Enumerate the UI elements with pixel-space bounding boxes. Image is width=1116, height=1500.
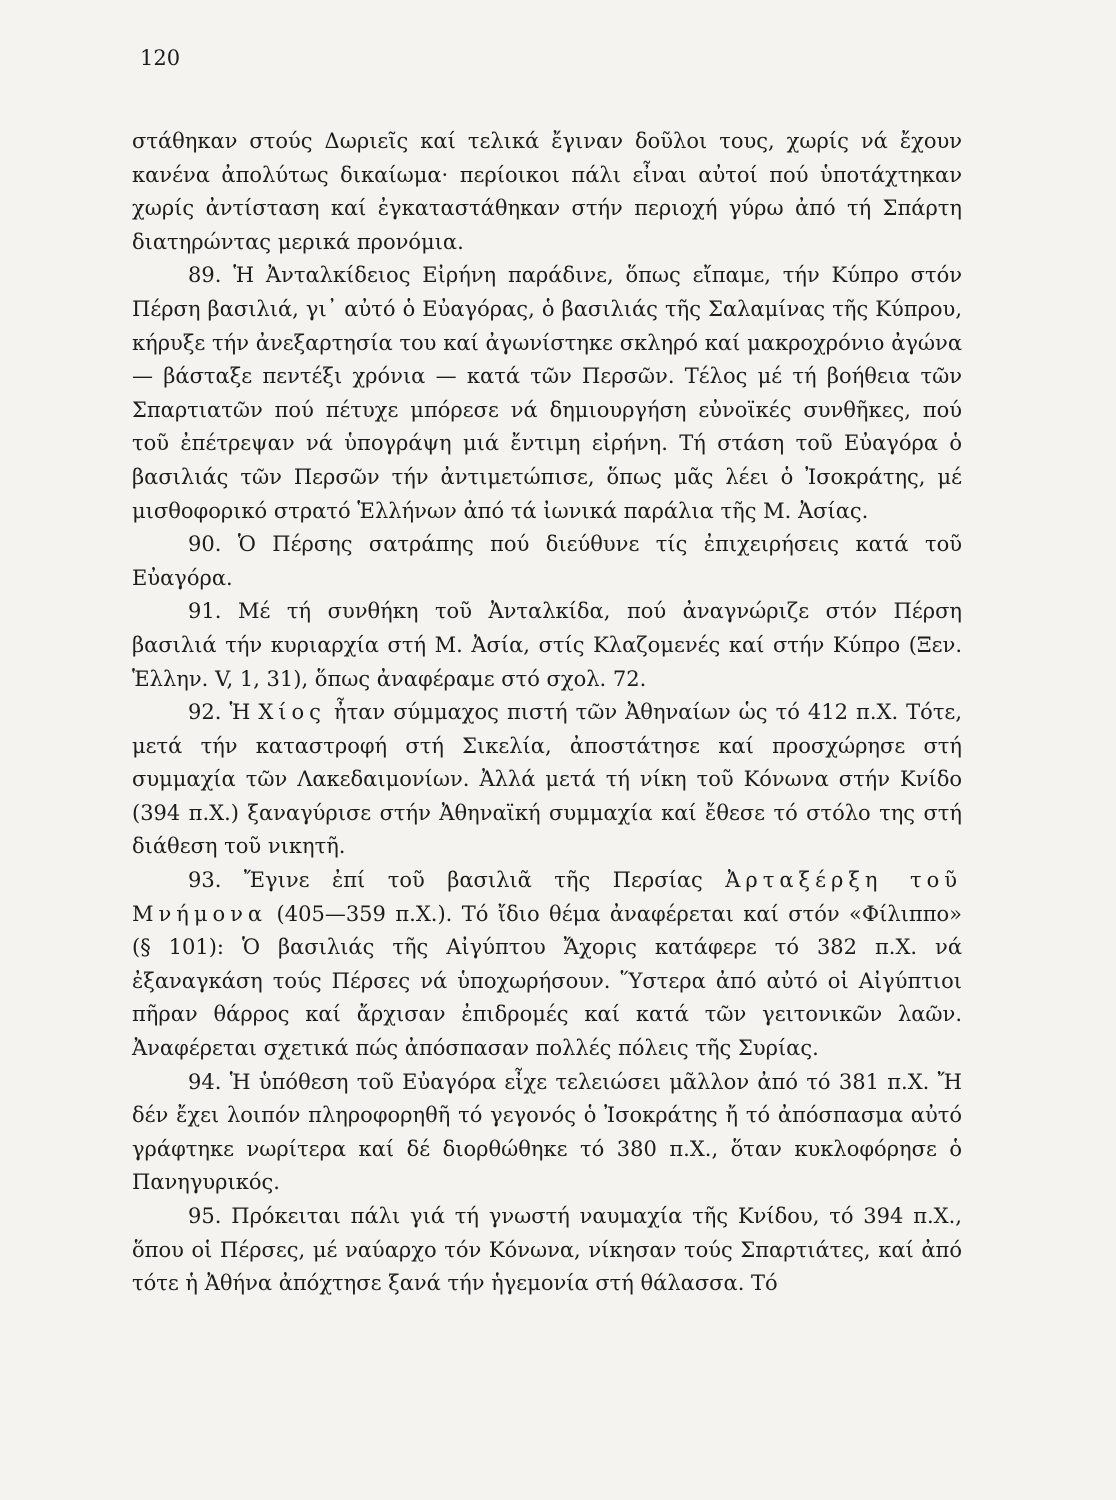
note-number: 95.: [188, 1204, 222, 1228]
note-number: 92.: [188, 700, 222, 725]
note-text-prefix: Ἡ: [229, 700, 259, 725]
note-93: [132, 864, 962, 1066]
note-90: [132, 528, 962, 595]
note-number: 91.: [188, 599, 222, 624]
note-text: Πρόκειται πάλι γιά τή γνωστή ναυμαχία τῆς Κνίδου, τό 394 π.Χ., ὅπου οἱ Πέρσες, μέ ναύαρχο τόν Κόνωνα, νίκησαν τούς Σπαρτιάτες, καί ἀπό τότε ἡ Ἀθήνα ἀπόχτησε ξανά τήν ἡγεμονία στή θάλασσα. Τό: [132, 1204, 962, 1296]
spaced-name: Ἀρταξέρξη τοῦ Μνήμονα: [132, 868, 962, 926]
note-text: Ὁ Πέρσης σατράπης πού διεύθυνε τίς ἐπιχειρήσεις κατά τοῦ Εὐαγόρα.: [132, 532, 962, 590]
note-number: 90.: [188, 532, 222, 557]
note-text: Μέ τή συνθήκη τοῦ Ἀνταλκίδα, πού ἀναγνώριζε στόν Πέρση βασιλιά τήν κυριαρχία στή Μ. Ἀσία, στίς Κλαζομενές καί στήν Κύπρο (Ξεν. Ἑλλην. V, 1, 31), ὅπως ἀναφέραμε στό σχολ. 72.: [132, 599, 962, 691]
note-text: (405—359 π.Χ.). Τό ἴδιο θέμα ἀναφέρεται καί στόν «Φίλιππο» (§ 101): Ὁ βασιλιάς τῆς Αἰγύπτου Ἄχορις κατάφερε τό 382 π.Χ. νά ἐξαναγκάση τούς Πέρσες νά ὑποχωρήσουν. Ὕστερα ἀπό αὐτό οἱ Αἰγύπτιοι πῆραν θάρρος καί ἄρχισαν ἐπιδρομές καί κατά τῶν γειτονικῶν λαῶν. Ἀναφέρεται σχετικά πώς ἀπόσπασαν πολλές πόλεις τῆς Συρίας.: [132, 901, 962, 1061]
note-92: [132, 696, 962, 864]
spaced-name: Χίος: [258, 700, 326, 725]
note-text: ἦταν σύμμαχος πιστή τῶν Ἀθηναίων ὡς τό 412 π.Χ. Τότε, μετά τήν καταστροφή στή Σικελία, ἀποστάτησε καί προσχώρησε στή συμμαχία τῶν Λακεδαιμονίων. Ἀλλά μετά τή νίκη τοῦ Κόνωνα στήν Κνίδο (394 π.Χ.) ξαναγύρισε στήν Ἀθηναϊκή συμμαχία καί ἔθεσε τό στόλο της στή διάθεση τοῦ νικητῆ.: [132, 700, 962, 859]
note-number: 94.: [188, 1069, 222, 1094]
note-94: [132, 1066, 962, 1200]
note-text: Ἡ Ἀνταλκίδειος Εἰρήνη παράδινε, ὅπως εἴπαμε, τήν Κύπρο στόν Πέρση βασιλιά, γι᾿ αὐτό ὁ Εὐαγόρας, ὁ βασιλιάς τῆς Σαλαμίνας τῆς Κύπρου, κήρυξε τήν ἀνεξαρτησία του καί ἀγωνίστηκε σκληρό καί μακροχρόνιο ἀγώνα — βάσταξε πεντέξι χρόνια — κατά τῶν Περσῶν. Τέλος μέ τή βοήθεια τῶν Σπαρτιατῶν πού πέτυχε μπόρεσε νά δημιουργήση εὐνοϊκές συνθῆκες, πού τοῦ ἐπέτρεψαν νά ὑπογράψη μιά ἔντιμη εἰρήνη. Τή στάση τοῦ Εὐαγόρα ὁ βασιλιάς τῶν Περσῶν τήν ἀντιμετώπισε, ὅπως μᾶς λέει ὁ Ἰσοκράτης, μέ μισθοφορικό στρατό Ἑλλήνων ἀπό τά ἰωνικά παράλια τῆς Μ. Ἀσίας.: [132, 263, 962, 523]
note-text-prefix: Ἔγινε ἐπί τοῦ βασιλιᾶ τῆς Περσίας: [243, 868, 726, 893]
paragraph-text: στάθηκαν στούς Δωριεῖς καί τελικά ἔγιναν δοῦλοι τους, χωρίς νά ἔχουν κανένα ἀπολύτως δικαίωμα· περίοικοι πάλι εἶναι αὐτοί πού ὑποτάχτηκαν χωρίς ἀντίσταση καί ἐγκαταστάθηκαν στήν περιοχή γύρω ἀπό τή Σπάρτη διατηρώντας μερικά προνόμια.: [132, 129, 962, 254]
text-block: [132, 125, 962, 1301]
note-number: 93.: [188, 868, 222, 893]
note-95: [132, 1200, 962, 1301]
note-91: [132, 595, 962, 696]
paragraph-continuation: [132, 125, 962, 259]
page-number: 120: [140, 46, 181, 70]
note-89: [132, 259, 962, 528]
note-text: Ἡ ὑπόθεση τοῦ Εὐαγόρα εἶχε τελειώσει μᾶλλον ἀπό τό 381 π.Χ. Ἤ δέν ἔχει λοιπόν πληροφορηθῆ τό γεγονός ὁ Ἰσοκράτης ἤ τό ἀπόσπασμα αὐτό γράφτηκε νωρίτερα καί δέ διορθώθηκε τό 380 π.Χ., ὅταν κυκλοφόρησε ὁ Πανηγυρικός.: [132, 1069, 962, 1195]
note-number: 89.: [188, 263, 222, 288]
